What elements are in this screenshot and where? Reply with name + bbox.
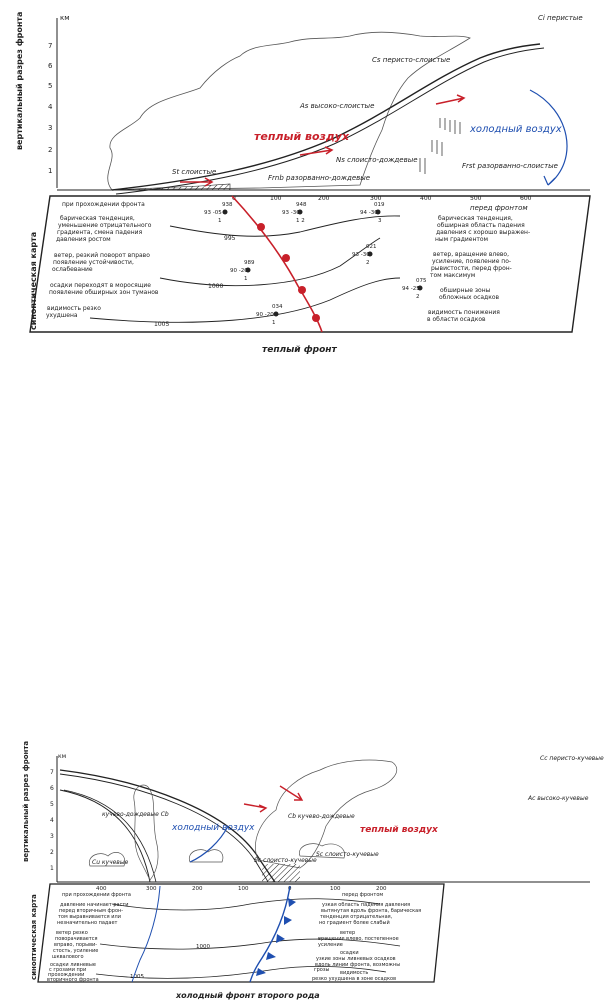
note-line: барическая тенденция,: [60, 215, 135, 222]
secondary-front-surface-lower: [64, 790, 156, 882]
label-cb-mid: Cb кучево-дождевые: [288, 813, 355, 820]
distance-tick: 0: [232, 195, 236, 202]
km-ticks: [48, 42, 53, 175]
km-label: км: [60, 14, 70, 22]
km-tick: 4: [48, 103, 53, 111]
distance-tick: 200: [376, 886, 387, 892]
note-line: поворачивается: [55, 936, 98, 942]
note-line: грозы: [314, 967, 330, 973]
note-line: стость, усиление: [53, 948, 99, 954]
secondary-front-line: [132, 886, 160, 982]
note-line: усиление: [318, 942, 343, 948]
note-line: ослабевание: [52, 266, 93, 273]
label-st: St слоистые: [172, 168, 217, 176]
station-extra: 1 2: [296, 218, 305, 224]
distance-tick: 300: [146, 886, 157, 892]
label-cc: Cc перисто-кучевые: [540, 755, 604, 762]
cold-right-notes: [312, 892, 421, 982]
note-line: вторичного фронта: [47, 977, 99, 983]
note-line: осадки: [340, 950, 359, 956]
station-pressure: 938: [222, 202, 233, 208]
note-line: обширная область падения: [437, 222, 525, 229]
distance-tick: 200: [318, 195, 330, 202]
note-line: резко ухудшена в зоне осадков: [312, 976, 397, 982]
note-line: тенденция отрицательная,: [320, 914, 393, 920]
station-plots: [204, 202, 427, 326]
vertical-section-label: вертикальный разрез фронта: [22, 740, 30, 862]
note-line: градиента, смена падения: [57, 229, 143, 236]
note-line: вращение влево, постепенное: [318, 936, 399, 942]
station-values: 90 -20: [230, 268, 248, 274]
distance-tick: 100: [270, 195, 282, 202]
km-tick: 6: [48, 62, 53, 70]
note-line: узкая область падения давления: [322, 902, 411, 908]
note-line: ветер, резкий поворот вправо: [54, 252, 150, 259]
label-cu: Cu кучевые: [92, 859, 129, 866]
note-line: вдоль линии фронта, возможны: [315, 962, 401, 968]
note-line: ветер, вращение влево,: [433, 251, 509, 258]
note-line: видимость понижения: [428, 309, 500, 316]
station: [256, 304, 283, 326]
note-line: рывистости, перед фрон-: [431, 265, 512, 272]
note-line: уменьшение отрицательного: [58, 222, 152, 229]
label-ac: Ac высоко-кучевые: [528, 795, 589, 802]
cold-front-caption: холодный фронт второго рода: [176, 991, 320, 1000]
note-line: перед фронтом: [342, 892, 384, 898]
warm-front-figure: [15, 12, 590, 355]
km-tick: 1: [50, 865, 54, 872]
note-line: осадки ливневые: [50, 962, 96, 968]
station-extra: 2: [366, 260, 370, 266]
cold-air-label: холодный воздух: [470, 124, 562, 135]
note-line: при прохождении фронта: [62, 892, 131, 898]
distance-tick: 300: [370, 195, 382, 202]
km-tick: 3: [48, 124, 53, 132]
note-line: давления ростом: [56, 236, 111, 243]
isobar-label: 995: [224, 235, 236, 242]
isobar-label: 1005: [130, 974, 144, 980]
note-line: появление устойчивости,: [53, 259, 134, 266]
km-tick: 6: [50, 785, 54, 792]
precipitation-lines: [420, 118, 460, 174]
station-values: 94 -25: [402, 286, 420, 292]
cold-front-line: [250, 886, 290, 982]
note-line: давление начинает расти: [60, 902, 129, 908]
station-pressure: 021: [366, 244, 377, 250]
note-line: ветер: [340, 930, 356, 936]
warm-flow-arrows: [244, 786, 302, 812]
vertical-section-label: вертикальный разрез фронта: [15, 11, 24, 150]
note-line: ухудшена: [46, 312, 78, 319]
distance-tick: 200: [192, 886, 203, 892]
station: [360, 202, 385, 224]
note-line: вытянутая вдоль фронта, барическая: [321, 908, 422, 914]
station-values: 93 -30: [282, 210, 300, 216]
station-extra: 1: [218, 218, 222, 224]
station: [352, 244, 377, 266]
station-pressure: 034: [272, 304, 283, 310]
km-label: км: [58, 753, 67, 760]
station-values: 93 -30: [352, 252, 370, 258]
note-line: прохождении: [48, 972, 85, 978]
note-line: обширные зоны: [440, 287, 491, 294]
distance-tick: 400: [96, 886, 107, 892]
isobar-label: 1005: [154, 321, 170, 328]
note-line: давления с хорошо выражен-: [436, 229, 531, 236]
note-line: том выравнивается или: [58, 914, 121, 920]
km-tick: 5: [48, 82, 53, 90]
station-extra: 1: [244, 276, 248, 282]
warm-right-notes: [427, 215, 530, 323]
distance-tick: 600: [520, 195, 532, 202]
station: [402, 278, 427, 300]
isobar-label: 1000: [208, 283, 224, 290]
km-ticks: [50, 769, 54, 872]
distance-tick: 0: [288, 886, 292, 892]
km-tick: 7: [50, 769, 54, 776]
distance-tick: 500: [470, 195, 482, 202]
label-cb-left: кучево-дождевые Cb: [102, 811, 169, 818]
station-pressure: 075: [416, 278, 427, 284]
km-tick: 7: [48, 42, 53, 50]
label-sc-right: Sc слоисто-кучевые: [316, 851, 379, 858]
station: [204, 202, 233, 224]
precipitation-zone: [262, 864, 300, 882]
note-line: барическая тенденция,: [438, 215, 513, 222]
label-cs: Cs перисто-слоистые: [372, 56, 451, 64]
station-pressure: 019: [374, 202, 385, 208]
note-line: обложных осадков: [439, 294, 500, 301]
label-frnb: Frnb разорванно-дождевые: [268, 174, 371, 182]
station-pressure: 948: [296, 202, 307, 208]
label-as: As высоко-слоистые: [300, 102, 375, 110]
warm-front-caption: теплый фронт: [262, 345, 337, 355]
note-line: при прохождении фронта: [62, 201, 145, 208]
cold-circulation-arrow: [530, 90, 567, 185]
warm-air-label: теплый воздух: [360, 825, 438, 835]
note-line: ным градиентом: [435, 236, 489, 243]
note-line: осадки переходят в моросящие: [50, 282, 151, 289]
synoptic-map-label: синоптическая карта: [29, 231, 38, 330]
note-line: перед вторичным фрон-: [59, 908, 124, 914]
km-tick: 5: [50, 801, 54, 808]
note-line: в области осадков: [427, 316, 486, 323]
station-values: 94 -30: [360, 210, 378, 216]
synoptic-map-label: синоптическая карта: [30, 894, 38, 980]
km-tick: 2: [50, 849, 54, 856]
cold-left-notes: [47, 892, 131, 983]
station-extra: 1: [272, 320, 276, 326]
note-line: том максимум: [430, 272, 476, 279]
warm-air-label: теплый воздух: [254, 130, 350, 143]
label-frst: Frst разорванно-слоистые: [462, 162, 558, 170]
station: [282, 202, 307, 224]
ahead-label: перед фронтом: [470, 204, 528, 212]
station-extra: 3: [378, 218, 382, 224]
note-line: узкие зоны ливневых осадков: [316, 956, 396, 962]
distance-tick: 100: [238, 886, 249, 892]
cold-front-figure: [22, 741, 604, 1000]
note-line: незначительно падает: [57, 920, 118, 926]
note-line: ветер резко: [56, 930, 88, 936]
note-line: появление обширных зон туманов: [49, 289, 159, 296]
distance-tick: 100: [330, 886, 341, 892]
label-sc-left: Sc слоисто-кучевые: [254, 857, 317, 864]
note-line: вправо, порыви-: [54, 942, 98, 948]
isobar-label: 1000: [196, 944, 210, 950]
station-pressure: 989: [244, 260, 255, 266]
label-ci: Ci перистые: [538, 14, 583, 22]
note-line: но градиент более слабый: [319, 920, 390, 926]
km-tick: 1: [48, 167, 53, 175]
cold-air-label: холодный воздух: [172, 823, 255, 833]
note-line: видимость резко: [47, 305, 101, 312]
warm-left-notes: [46, 201, 159, 319]
km-tick: 4: [50, 817, 54, 824]
note-line: видимость: [340, 970, 369, 976]
note-line: с грозами при: [49, 967, 87, 973]
distance-tick: 400: [420, 195, 432, 202]
station-values: 93 -05: [204, 210, 222, 216]
km-tick: 3: [50, 833, 54, 840]
km-tick: 2: [48, 146, 53, 154]
note-line: усиление, появление по-: [432, 258, 512, 265]
label-ns: Ns слоисто-дождевые: [336, 156, 418, 164]
station-extra: 2: [416, 294, 420, 300]
cold-front-symbols: [256, 898, 296, 976]
note-line: шквалового: [52, 954, 84, 960]
station: [230, 260, 255, 282]
station-values: 90 -20: [256, 312, 274, 318]
